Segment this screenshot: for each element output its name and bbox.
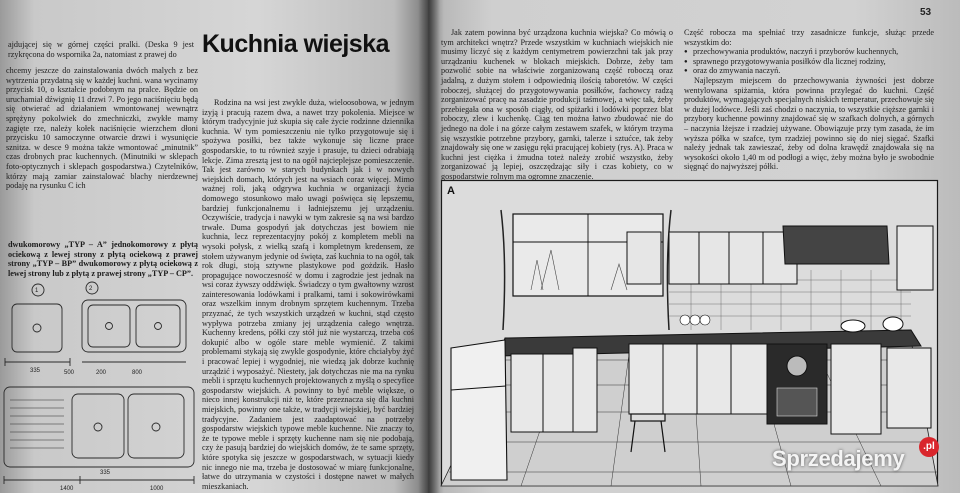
sink-types-list: dwukomorowy „TYP – A” jednokomorowy z płytą ociekową z lewej strony z płytą ociekową z prawej strony „TYP – BP” dwukomorowy z płytą ociekową z lewej strony lub z płytą z prawej strony „TYP – CP”. bbox=[8, 240, 198, 278]
sink-basin-single bbox=[12, 304, 62, 352]
drawing-number-1: 1 bbox=[35, 288, 39, 294]
kettle-icon bbox=[883, 317, 903, 331]
left-top-text: ajdującej się w górnej części pralki. (Deska 9 jest rzykręcona do wspornika 2a, natomiast z prawej do bbox=[8, 40, 194, 59]
pot-icon bbox=[841, 320, 865, 332]
right-column-2 bbox=[684, 28, 934, 176]
left-column-2 bbox=[202, 98, 414, 490]
right-column-1 bbox=[441, 28, 673, 181]
dim-200: 200 bbox=[96, 370, 107, 376]
dim-335: 335 bbox=[30, 368, 41, 374]
dish-rack bbox=[680, 315, 710, 325]
oven-door bbox=[777, 388, 817, 416]
right-column-1-text: Jak zatem powinna być urządzona kuchnia wiejska? Co mówią o tym architekci wnętrz? Przede wszystkim w kuchniach wiejskich nie musimy liczyć się z każdym centymetrem powierzchni tak jak przy urządzaniu kuchenek w blokach miejskich. Dobrze, żeby tam pozwolić sobie na właściwie zorganizowaną część roboczą oraz jadalną, z dużym stołem i odpowiednią ilością taboretów. W części roboczej, służącej do przygotowywania posiłków, fachowcy radzą zorganizować pracę na zasadzie produkcji taśmowej, a więc tak, żeby przebiegała ona w sposób ciągły, od spiżarki i lodówki poprzez blat roboczy, zlew i kuchenkę. Ciąg ten można łatwo zbudować nie do jednego na dole i na górze całym zestawem szafek, w którym trzyma się wszystkie potrzebne przybory, garnki, talerze i sztućce, tak żeby znajdowały się one w zasięgu ręki pracującej kobiety (rys. A). Praca w kuchni jest ciężka i żmudna toteż należy zrobić wszystko, żeby zorganizować ją lepiej, oszczędzając siły i czas kobiety, co w gospodarstwie rolnym ma ogromne znaczenie. bbox=[441, 28, 673, 181]
dim-1000: 1000 bbox=[150, 486, 164, 492]
upper-cabinets bbox=[627, 232, 797, 284]
dim-800: 800 bbox=[132, 370, 143, 376]
page-number: 53 bbox=[920, 7, 932, 18]
left-column-1-text: chcemy jeszcze do zainstalowania dwóch malych z bez wytrzenia przydatną się w każdej kuchni. wana wycinamy przycisk 10, o kształcie podobnym na pralce. Będzie on uruchamiał dźwignię 11 drzwi 7. Po jego naciśnięciu będą się otwierać ad działaniem wmontowanej wewnątrz sprężyny pokolwiek do zmechniczki, zwykłe mamy zagięte rze, należy kołek naciśnięcie wierzchem dłoni przycisku 10 samoczynne otwarcie drzwi i wysunięcie sznitza. w desce 9 można także wmontować „minutnik” czas drobnych prac kuchennych. (Minutniki w sklepach foto-optycznych i sklepach gospodarstwa.) Czytelników, którzy mają zamiar zainstalować blachy nierdzewnej podaję na rysunku C ich bbox=[6, 66, 198, 191]
list-item: ● sprawnego przygotowywania posiłków dla licznej rodziny, bbox=[693, 57, 934, 67]
refrigerator bbox=[451, 340, 507, 480]
kitchen-illustration bbox=[441, 180, 938, 486]
drawing-number-2: 2 bbox=[89, 286, 93, 292]
right-column-2-text: Najlepszym miejscem do przechowywania żywności jest dobrze wentylowana spiżarnia, która powinna przylegać do kuchni. Część produktów, wymagających specjalnych niskich temperatur, przechowuje się w dużej lodówce. Jeśli zaś chodzi o naczynia, to wszystkie cięższe garnki i przybory kuchenne powinny znajdować się w szafkach dolnych, a górnych – naczynia lżejsze i rzadziej używane. Obowiązuje przy tym zasada, że im wyższa półka w szafce, tym rzadziej powinno się do niej sięgać. Szafki należy jednak tak zawieszać, żeby od dolna krawędź znajdowała się na wysokości około 1,40 m od podłogi a więc, żeby można było je swobodnie sięgnąć do najwyższej półki. bbox=[684, 75, 934, 172]
list-item: ● przechowywania produktów, naczyń i przyborów kuchennych, bbox=[693, 47, 934, 57]
left-column-1 bbox=[6, 66, 198, 238]
left-column-2-text: Rodzina na wsi jest zwykle duża, wieloosobowa, w jednym izyją i pracują razem dwa, a nawet trzy pokolenia. Miejsce w którym tradycyjnie już skupia się całe życie rodzinne dziennika kuchnia. W tym pomieszczeniu nie tylko przygotowuje się i spożywa posiłki, bez także wykonuje się liczne prace gospodarskie, to tu również szyje i prasuje, tu dzieci odrabiają lekcje. Zima zresztą jest to na ogół najcieplejsze pomieszczenie. Tak jest zarówno w starych budynkach jak i w nowych wiejskich domach, których jest na wsiach coraz więcej. Mimo ważnej roli, jaką odgrywa kuchnia w organizacji życia domowego stosunkowo mało uwagi poświęca się lepszemu, bardziej funkcjonalnemu i ładniejszemu jej urządzeniu. Oczywiście, tradycja i nawyki w tym zakresie są na wsi bardzo trwałe. Duma gospodyń jak dotychczas jest bowiem nie kuchnia, lecz reprezentacyjny pokój z kompletem mebli na wysoki połysk, z wielką szafą i kompletnym kredensem, ze stołem używanym jedynie od święta, zaś kuchnia to na ogół, tak rok długi, stoją sztywne plastykowe pod gożdzik. Hasło propagujące nowoczesność w domu i zagrodzie jest jednak na wsi coraz żywszy oddźwięk. Świadczy o tym gwałtowny wzrost zainteresowania lodówkami i pralkami, tami i sokowirówkami oraz wszelkim innym drobnym sprzętem kuchennym. Trzeba przyznać, że tych wszystkich urządzeń w kuchni, stąd często wypływa potrzeba zmiany jej urządzenia całego wnętrza. Kuchenny kredens, półki czy stół już nie wystarczą, trzeba coś dokupić albo w ogóle stare meble wymienić. Z takimi problemami stykają się zwykle gospodynie, które chciałyby żyć i pracować lepiej i wygodniej, nie wiedzą jak dobrze kuchnię urządzić i wyposażyć. Niestety, jak dotychczas nie ma na rynku mebli i sprzętu kuchennych projektowanych z myślą o specyfice gospodarstw wiejskich. A powinny to być meble większe, o nieco innej konstrukcji niż te, które przeznacza się dla kuchni miejskich, powinny one także, w tradycji wiejskiej, być bardziej tradycyjne. Zadaniem jest zaadaptować na potrzeby gospodarstw wiejskich typowe meble kuchenne. Nie znaczy to, że te typowe meble i sprzęty kuchenne nam się nie podobają, czy że pasują bardziej do wiejskich domów, że te same sprzęty, które spotyka się jeszcze w gospodarstwach, w sytuacji kiedy nic innego nie ma, trzeba je dostosować w miarę funkcjonalne, łatwe do utrzymania w czystości i dostępne nawet w małych mieszkaniach. bbox=[202, 98, 414, 491]
dim-1400: 1400 bbox=[60, 486, 74, 492]
list-item: ● oraz do zmywania naczyń. bbox=[693, 66, 934, 76]
upper-cabinet-right bbox=[897, 226, 933, 290]
figure-label: A bbox=[447, 185, 455, 197]
watermark: Sprzedajemy bbox=[772, 446, 905, 471]
range-hood bbox=[783, 226, 889, 264]
article-title: Kuchnia wiejska bbox=[202, 30, 390, 58]
book-gutter bbox=[418, 0, 440, 493]
sink-basin-with-drainboard bbox=[4, 387, 194, 467]
stove-burner-icon bbox=[787, 356, 807, 376]
sink-basin-double bbox=[82, 300, 186, 352]
right-column-2-intro: Część robocza ma spełniać trzy zasadnicze funkcje, służąc przede wszystkim do: bbox=[684, 28, 934, 47]
dim-335b: 335 bbox=[100, 470, 111, 476]
function-list bbox=[684, 47, 934, 76]
watermark-badge: .pl bbox=[919, 437, 939, 457]
sink-technical-drawing bbox=[0, 282, 200, 493]
dim-500: 500 bbox=[64, 370, 75, 376]
